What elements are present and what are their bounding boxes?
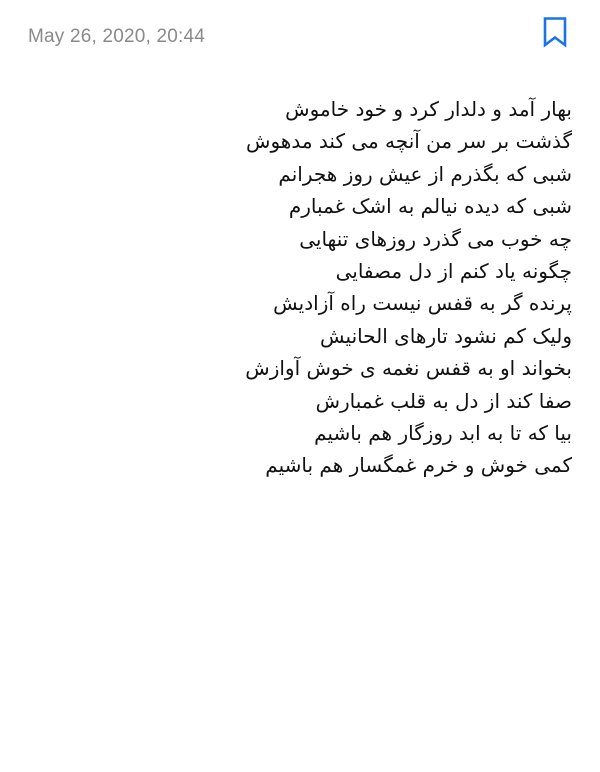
- note-line: چه خوب می گذرد روزهای تنهایی: [299, 226, 572, 251]
- note-line: بخواند او به قفس نغمه ی خوش آوازش: [245, 356, 572, 381]
- note-line: صفا کند از دل به قلب غمبارش: [315, 388, 572, 413]
- note-line: شبی که دیده نیالم به اشک غمبارم: [288, 194, 572, 219]
- note-line: شبی که بگذرم از عیش روز هجرانم: [278, 161, 572, 186]
- note-timestamp: May 26, 2020, 20:44: [28, 26, 206, 47]
- note-body-text: [52, 93, 572, 482]
- note-line: پرنده گر به قفس نیست راه آزادیش: [273, 291, 572, 316]
- note-line: بیا که تا به ابد روزگار هم باشیم: [314, 421, 572, 446]
- bookmark-icon[interactable]: [542, 16, 568, 48]
- note-line: گذشت بر سر من آنچه می کند مدهوش: [246, 129, 572, 154]
- note-line: چگونه یاد کنم از دل مصفایی: [335, 259, 572, 284]
- note-line: بهار آمد و دلدار کرد و خود خاموش: [285, 97, 572, 121]
- note-line: کمی خوش و خرم غمگسار هم باشیم: [265, 453, 572, 478]
- note-line: ولیک کم نشود تارهای الحانیش: [320, 323, 572, 348]
- note-header: [0, 0, 600, 72]
